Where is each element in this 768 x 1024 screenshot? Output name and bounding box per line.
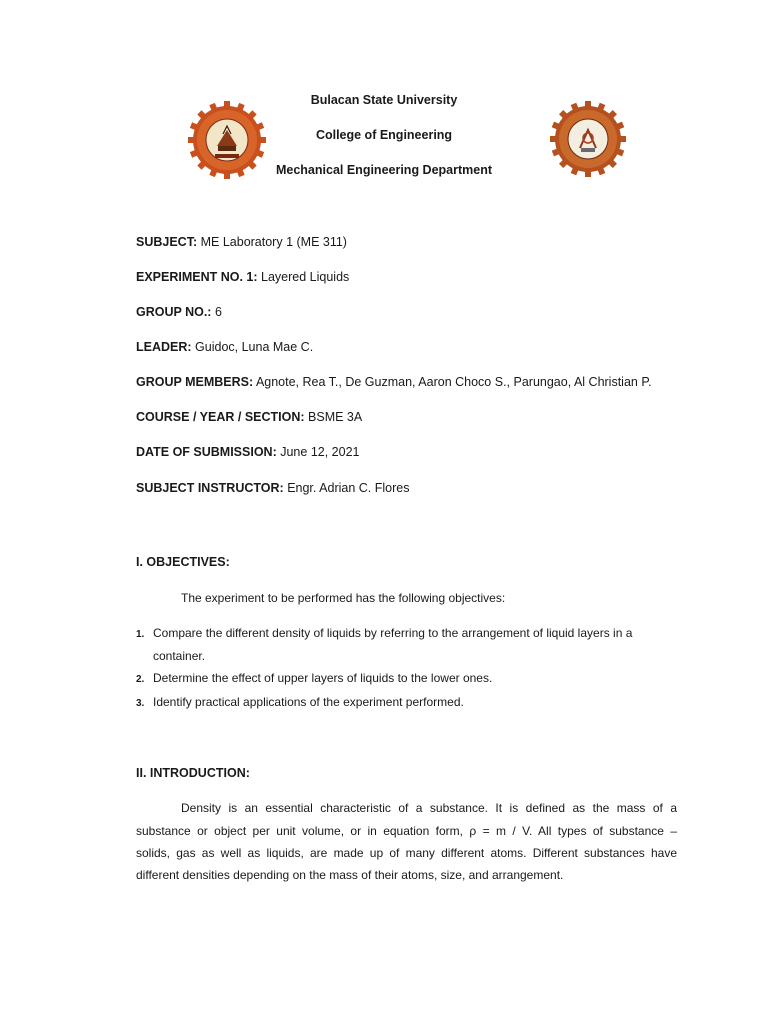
members-value: Agnote, Rea T., De Guzman, Aaron Choco S., Parungao, Al Christian P. [255,375,652,389]
experiment-value: Layered Liquids [261,270,350,284]
group-value: 6 [214,305,222,319]
objective-text: Determine the effect of upper layers of liquids to the lower ones. [153,671,493,685]
members-row [136,375,652,389]
introduction-line: substance or object per unit volume, or in equation form, ρ = m / V. All types of substance – [136,824,677,838]
objective-number: 1. [136,629,145,640]
course-value: BSME 3A [308,410,363,424]
leader-row [136,340,313,354]
group-label: GROUP NO.: [136,305,212,319]
objective-item [136,695,464,709]
date-value: June 12, 2021 [280,445,360,459]
department-name: Mechanical Engineering Department [275,163,493,177]
experiment-row [136,270,349,284]
leader-value: Guidoc, Luna Mae C. [195,340,314,354]
instructor-row [136,481,409,495]
date-row [136,445,359,459]
course-label: COURSE / YEAR / SECTION: [136,410,305,424]
group-row [136,305,222,319]
objective-item [136,671,492,685]
subject-label: SUBJECT: [136,235,198,249]
subject-row [136,235,347,249]
leader-label: LEADER: [136,340,192,354]
instructor-value: Engr. Adrian C. Flores [287,481,410,495]
introduction-line: solids, gas as well as liquids, are made up of many different atoms. Different substances have [136,846,677,860]
university-name: Bulacan State University [310,93,458,107]
objective-text: Identify practical applications of the experiment performed. [153,695,464,709]
college-name: College of Engineering [315,128,453,142]
course-row [136,410,362,424]
instructor-label: SUBJECT INSTRUCTOR: [136,481,284,495]
objectives-title: I. OBJECTIVES: [136,555,230,569]
objective-text: Compare the different density of liquids by referring to the arrangement of liquid layers in a [153,626,633,640]
introduction-line: Density is an essential characteristic of a substance. It is defined as the mass of a [181,801,677,815]
objective-number: 3. [136,698,145,709]
members-label: GROUP MEMBERS: [136,375,254,389]
objective-item-continuation: container. [153,649,206,663]
introduction-line: different densities depending on the mass of their atoms, size, and arrangement. [136,868,564,882]
objectives-intro: The experiment to be performed has the following objectives: [181,591,506,605]
introduction-title: II. INTRODUCTION: [136,766,250,780]
objective-number: 2. [136,674,145,685]
subject-value: ME Laboratory 1 (ME 311) [200,235,347,249]
experiment-label: EXPERIMENT NO. 1: [136,270,258,284]
objective-item [136,626,632,640]
date-label: DATE OF SUBMISSION: [136,445,277,459]
